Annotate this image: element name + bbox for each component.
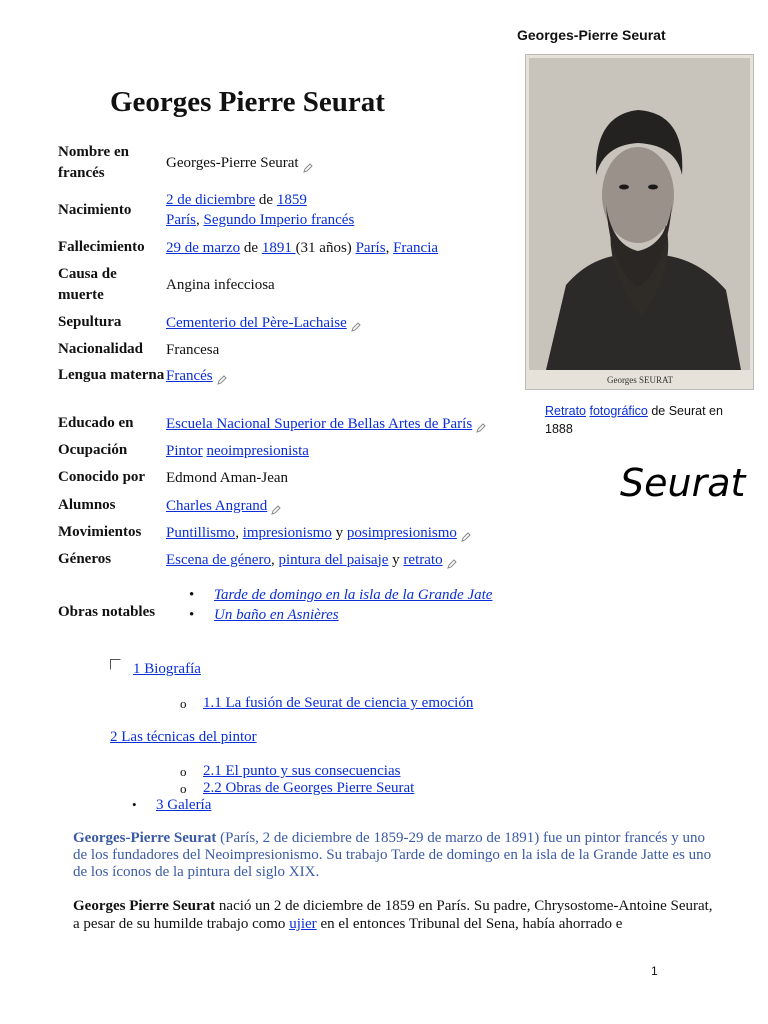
infobox-row-generos — [58, 549, 457, 570]
link-death-city[interactable]: París — [355, 239, 386, 256]
pencil-icon[interactable] — [271, 501, 281, 511]
page-number: 1 — [651, 964, 658, 978]
pencil-icon[interactable] — [476, 419, 486, 429]
text-age: (31 años) — [295, 239, 356, 256]
link-portrait[interactable]: retrato — [403, 551, 443, 568]
text-de: de — [240, 239, 262, 256]
link-birth-country[interactable]: Segundo Imperio francés — [203, 212, 355, 228]
link-notable-work-2[interactable]: Un baño en Asnières — [214, 607, 339, 623]
infobox-row-fallecimiento — [58, 237, 438, 258]
circle-bullet-icon: o — [180, 696, 187, 711]
sidebar-title: Georges-Pierre Seurat — [517, 27, 666, 43]
infobox-row-movimientos — [58, 522, 471, 543]
infobox-value: Francesa — [166, 341, 220, 358]
infobox-row-conocido — [58, 467, 288, 488]
link-birth-date[interactable]: 2 de diciembre — [166, 192, 256, 208]
link-pointillism[interactable]: Puntillismo — [166, 524, 236, 541]
infobox-value: Edmond Aman-Jean — [166, 469, 289, 486]
infobox-key: Ocupación — [58, 442, 128, 458]
text-sep: , — [235, 524, 243, 541]
link-birth-city[interactable]: París — [166, 212, 196, 228]
body-text-1: nació un 2 de diciembre de 1859 en París. Su padre, Chrysostome-Antoine Seurat, a pesar de su humilde trabajo como — [73, 898, 713, 932]
link-ujier[interactable]: ujier — [289, 916, 317, 932]
link-landscape[interactable]: pintura del paisaje — [278, 551, 389, 568]
text-de: de — [255, 192, 277, 208]
caption-link-retrato[interactable]: Retrato — [545, 404, 586, 418]
bullet-icon: • — [189, 587, 195, 603]
infobox-key: Conocido por — [58, 469, 146, 485]
toc-item-biografia[interactable]: 1 Biografía — [133, 661, 201, 677]
toc-item-obras[interactable]: 2.2 Obras de Georges Pierre Seurat — [203, 780, 415, 796]
infobox-row-alumnos — [58, 495, 281, 516]
link-death-date[interactable]: 29 de marzo — [166, 239, 241, 256]
infobox-row-nacionalidad — [58, 339, 219, 360]
infobox-key: Nacimiento — [58, 201, 132, 218]
infobox-row-nacimiento — [58, 190, 354, 230]
link-language[interactable]: Francés — [166, 367, 213, 384]
pencil-icon[interactable] — [461, 528, 471, 538]
pencil-icon[interactable] — [217, 371, 227, 381]
infobox-row-causa — [58, 264, 275, 306]
toc-item-punto[interactable]: 2.1 El punto y sus consecuencias — [203, 763, 401, 779]
infobox-row-educado — [58, 413, 486, 434]
infobox-row-ocupacion — [58, 440, 309, 461]
link-student[interactable]: Charles Angrand — [166, 497, 268, 514]
infobox-key: Nombre en francés — [58, 144, 129, 181]
portrait-image — [525, 54, 754, 390]
link-birth-year[interactable]: 1859 — [276, 192, 307, 208]
text-y: y — [388, 551, 404, 568]
infobox-value: Angina infecciosa — [166, 277, 275, 293]
bullet-icon: • — [132, 797, 137, 812]
link-painter[interactable]: Pintor — [166, 442, 203, 459]
signature-text: Seurat — [620, 461, 746, 505]
infobox-key: Causa de muerte — [58, 266, 117, 303]
infobox-key: Obras notables — [58, 604, 156, 620]
link-genre-scene[interactable]: Escena de género — [166, 551, 271, 568]
link-burial[interactable]: Cementerio del Père-Lachaise — [166, 314, 347, 331]
infobox-key: Nacionalidad — [58, 341, 144, 357]
text-y: y — [331, 524, 347, 541]
circle-bullet-icon: o — [180, 764, 187, 779]
link-impressionism[interactable]: impresionismo — [242, 524, 332, 541]
text-sep: , — [270, 551, 279, 568]
pencil-icon[interactable] — [447, 555, 457, 565]
infobox-value: Georges-Pierre Seurat — [166, 155, 299, 171]
portrait-label: Georges SEURAT — [606, 375, 674, 385]
infobox-key: Movimientos — [58, 524, 142, 540]
pencil-icon[interactable] — [351, 318, 361, 328]
pencil-icon[interactable] — [303, 159, 313, 169]
link-notable-work-1[interactable]: Tarde de domingo en la isla de la Grande Jate — [214, 587, 493, 603]
caption-link-fotografico[interactable]: fotográfico — [589, 404, 648, 418]
link-postimpressionism[interactable]: posimpresionismo — [346, 524, 457, 541]
toc-item-fusion[interactable]: 1.1 La fusión de Seurat de ciencia y emoción — [203, 695, 474, 711]
checkbox-icon[interactable] — [110, 658, 121, 669]
infobox-key: Educado en — [58, 415, 134, 431]
lead-bold: Georges-Pierre Seurat — [73, 830, 217, 846]
page-title: Georges Pierre Seurat — [110, 86, 385, 118]
body-bold: Georges Pierre Seurat — [73, 898, 216, 914]
infobox-key: Géneros — [58, 551, 112, 567]
body-text-2: en el entonces Tribunal del Sena, había ahorrado e — [316, 916, 623, 932]
infobox-key: Alumnos — [58, 497, 116, 513]
infobox-row-lengua — [58, 365, 227, 386]
body-paragraph — [73, 897, 713, 933]
toc-item-tecnicas[interactable]: 2 Las técnicas del pintor — [110, 729, 257, 745]
signature-image — [618, 452, 748, 517]
toc-item-galeria[interactable]: 3 Galería — [156, 797, 212, 813]
infobox-row-sepultura — [58, 312, 361, 333]
infobox-key: Lengua materna — [58, 367, 165, 383]
infobox-row-nombre — [58, 142, 313, 184]
link-death-country[interactable]: Francia — [393, 239, 439, 256]
portrait-caption — [545, 402, 745, 438]
infobox-key: Fallecimiento — [58, 239, 145, 255]
infobox-key: Sepultura — [58, 314, 122, 330]
caption-text: de Seurat en 1888 — [545, 404, 723, 436]
text-sep: , — [385, 239, 394, 256]
link-neoimpressionist[interactable]: neoimpresionista — [206, 442, 309, 459]
link-school[interactable]: Escuela Nacional Superior de Bellas Artes de París — [166, 415, 473, 432]
text-sep: , — [196, 212, 204, 228]
circle-bullet-icon: o — [180, 781, 187, 796]
lead-paragraph — [73, 830, 713, 881]
bullet-icon: • — [189, 607, 195, 623]
lead-text: (París, 2 de diciembre de 1859-29 de marzo de 1891) fue un pintor francés y uno de los fundadores del Neoimpresionismo. Su trabajo Tarde de domingo en la isla de la Grande Jatte es uno de los íconos de la pintura del siglo XIX. — [73, 830, 712, 880]
link-death-year[interactable]: 1891 — [261, 239, 296, 256]
